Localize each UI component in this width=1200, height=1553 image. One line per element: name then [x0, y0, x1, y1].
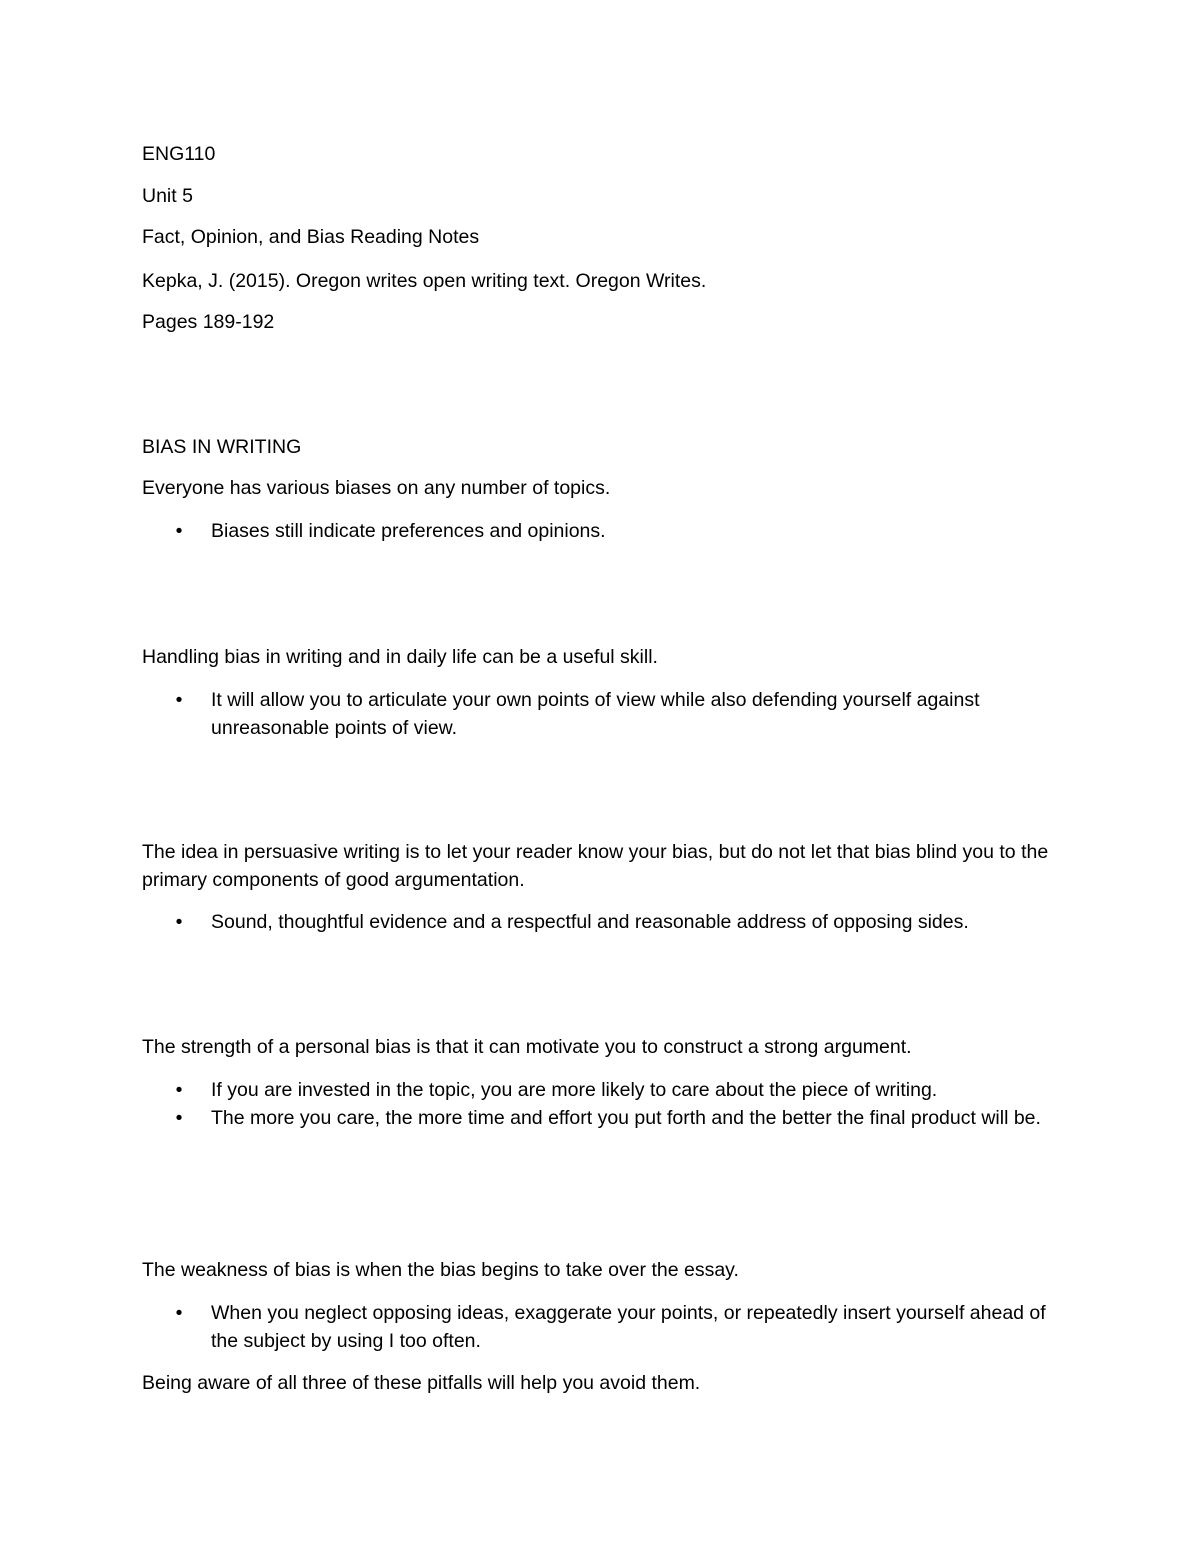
unit-label: Unit 5 — [142, 185, 193, 207]
bullet-marker: • — [175, 520, 183, 542]
bullet-item: The more you care, the more time and effort you put forth and the better the final product will be. — [211, 1107, 1041, 1129]
section-heading: BIAS IN WRITING — [142, 436, 302, 458]
bullet-item: If you are invested in the topic, you are more likely to care about the piece of writing. — [211, 1079, 938, 1101]
persuasive-paragraph: The idea in persuasive writing is to let your reader know your bias, but do not let that bias blind you to the primary components of good argumentation. — [142, 841, 1049, 891]
bullet-marker: • — [175, 1107, 183, 1129]
bullet-marker: • — [175, 911, 183, 933]
bullet-marker: • — [175, 1302, 183, 1324]
handling-paragraph: Handling bias in writing and in daily life can be a useful skill. — [142, 646, 658, 668]
intro-paragraph: Everyone has various biases on any number of topics. — [142, 477, 611, 499]
bullet-item: Sound, thoughtful evidence and a respectful and reasonable address of opposing sides. — [211, 911, 969, 933]
citation: Kepka, J. (2015). Oregon writes open writing text. Oregon Writes. — [142, 270, 707, 292]
bullet-marker: • — [175, 689, 183, 711]
course-code: ENG110 — [142, 143, 216, 165]
closing-paragraph: Being aware of all three of these pitfalls will help you avoid them. — [142, 1372, 701, 1394]
strength-paragraph: The strength of a personal bias is that it can motivate you to construct a strong argument. — [142, 1036, 912, 1058]
bullet-item: It will allow you to articulate your own points of view while also defending yourself against unreasonable points of view. — [211, 689, 980, 739]
bullet-marker: • — [175, 1079, 183, 1101]
bullet-item: Biases still indicate preferences and opinions. — [211, 520, 606, 542]
notes-title: Fact, Opinion, and Bias Reading Notes — [142, 226, 480, 248]
bullet-item: When you neglect opposing ideas, exaggerate your points, or repeatedly insert yourself ahead of the subject by using I too often. — [211, 1302, 1046, 1352]
weakness-paragraph: The weakness of bias is when the bias begins to take over the essay. — [142, 1259, 739, 1281]
page-range: Pages 189-192 — [142, 311, 275, 333]
